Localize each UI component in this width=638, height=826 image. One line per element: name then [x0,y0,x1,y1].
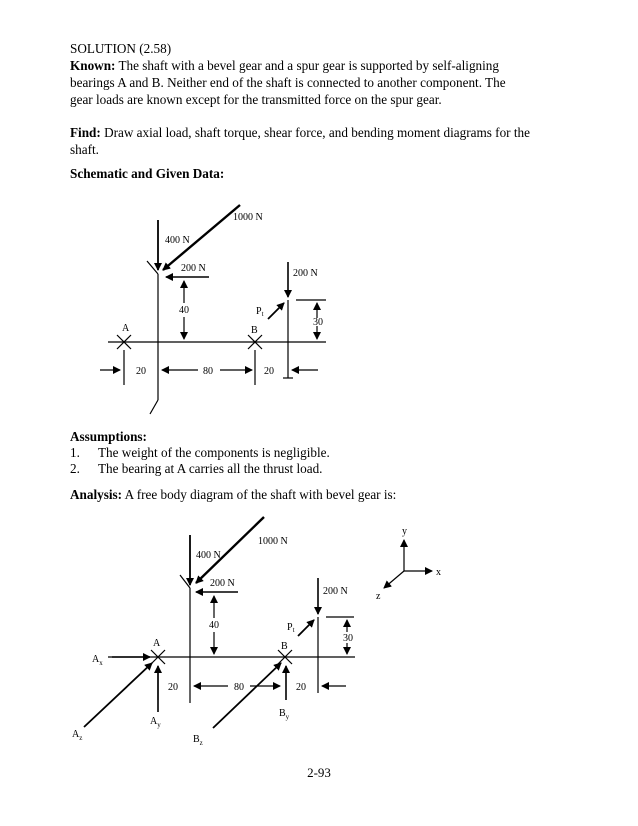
label-pt: $P_t$ [256,306,264,318]
fbd-label-400n: 400 N [196,550,221,561]
label-dim-30: 30 [313,317,323,328]
analysis-line [70,486,570,503]
label-az: $A_z$ [72,729,83,742]
fbd-label-200n-b: 200 N [323,586,348,597]
fbd-label-200n-a: 200 N [210,578,235,589]
fbd-label-dim-20b: 20 [296,682,306,693]
label-200n-a: 200 N [181,263,206,274]
reaction-az-arrow [84,663,152,727]
axis-z-label: z [376,591,381,602]
label-bearing-a: A [122,323,130,334]
fbd-label-bearing-a: A [153,638,161,649]
label-dim-40: 40 [179,305,189,316]
analysis-text: A free body diagram of the shaft with bevel gear is: [124,487,397,502]
fbd-label-dim-20a: 20 [168,682,178,693]
axis-y-label: y [402,526,407,537]
reaction-bz-arrow [213,663,281,728]
label-bearing-b: B [251,325,258,336]
fbd-bevel-gear-edge [180,575,190,588]
label-ax: $A_x$ [92,654,103,667]
fbd-label-pt: $P_t$ [287,622,295,634]
assumptions-heading: Assumptions: [70,429,147,444]
known-line-1 [70,57,570,74]
known-text-1: The shaft with a bevel gear and a spur gear is supported by self-aligning [118,58,499,73]
bevel-gear-edge [147,261,158,274]
label-by: $B_y$ [279,708,290,721]
analysis-label: Analysis: [70,487,123,502]
find-text-1: Draw axial load, shaft torque, shear force, and bending moment diagrams for the [104,125,530,140]
force-pt-arrow [268,303,284,319]
schematic-heading: Schematic and Given Data: [70,166,225,181]
find-line-2: shaft. [70,142,99,157]
label-dim-20b: 20 [264,366,274,377]
label-1000n: 1000 N [233,212,263,223]
known-line-2: bearings A and B. Neither end of the shaft is connected to another component. The [70,75,506,90]
free-body-diagram [0,512,638,757]
axis-z-arrow [384,571,404,588]
find-line-1 [70,124,570,141]
axis-x-label: x [436,567,441,578]
fbd-label-dim-80: 80 [234,682,244,693]
page-number: 2-93 [307,765,331,780]
schematic-figure [0,195,638,420]
assumption-2: 2. The bearing at A carries all the thrust load. [70,461,323,476]
known-label: Known: [70,58,116,73]
assumption-1: 1. The weight of the components is negligible. [70,445,330,460]
find-label: Find: [70,125,101,140]
solution-title: SOLUTION (2.58) [70,41,172,56]
fbd-label-dim-40: 40 [209,620,219,631]
label-dim-80: 80 [203,366,213,377]
fbd-label-bearing-b: B [281,641,288,652]
label-dim-20a: 20 [136,366,146,377]
label-400n: 400 N [165,235,190,246]
label-bz: $B_z$ [193,734,203,747]
fbd-label-dim-30: 30 [343,633,353,644]
fbd-force-pt-arrow [298,620,314,636]
label-200n-b: 200 N [293,268,318,279]
fbd-label-1000n: 1000 N [258,536,288,547]
label-ay: $A_y$ [150,716,161,729]
known-line-3: gear loads are known except for the transmitted force on the spur gear. [70,92,442,107]
